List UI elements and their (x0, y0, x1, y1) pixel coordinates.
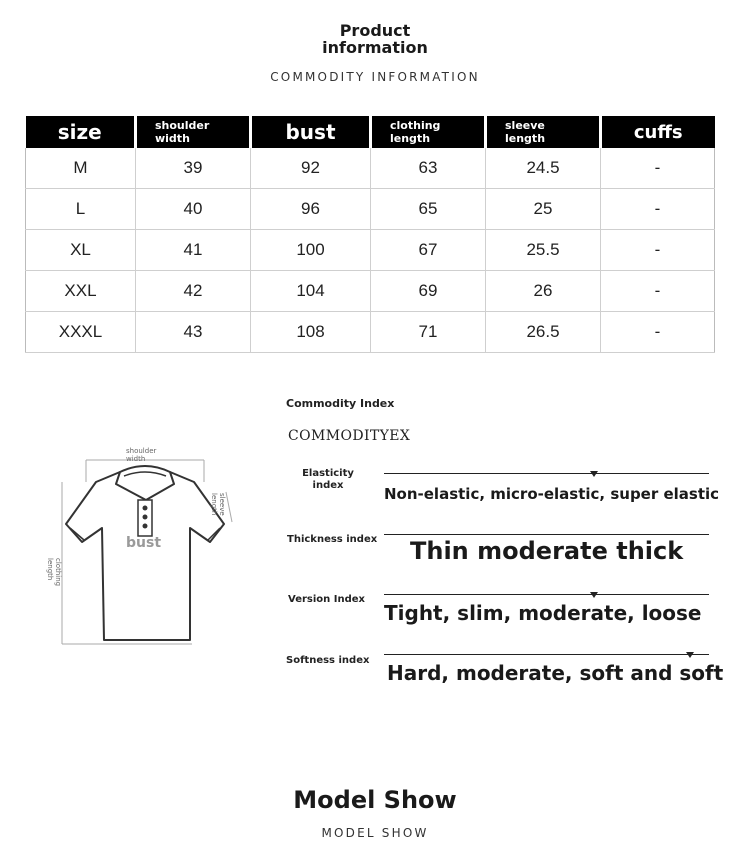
cell-shoulder: 39 (136, 148, 251, 189)
softness-scale-line (384, 654, 709, 655)
header-clothing-line2: length (390, 132, 431, 145)
clothing-label-line1: clothing (54, 558, 62, 587)
cell-cuffs: - (601, 148, 715, 189)
table-row (26, 189, 715, 230)
cell-sleeve: 25.5 (486, 230, 601, 271)
product-information-title (0, 22, 750, 56)
cell-bust: 96 (251, 189, 371, 230)
elasticity-index-label (296, 468, 360, 492)
softness-index-label: Softness index (286, 655, 370, 666)
version-marker-icon (590, 592, 598, 598)
sleeve-length-label (210, 493, 226, 516)
cell-cuffs: - (601, 271, 715, 312)
cell-size: M (26, 148, 136, 189)
title-line-1: Product (339, 21, 411, 40)
elasticity-scale-line (384, 473, 709, 474)
cell-shoulder: 43 (136, 312, 251, 353)
cell-sleeve: 26 (486, 271, 601, 312)
softness-value: Hard, moderate, soft and soft (387, 661, 724, 685)
header-sleeve-line2: length (505, 132, 546, 145)
header-size: size (26, 116, 136, 148)
header-shoulder-width (136, 116, 251, 148)
cell-shoulder: 42 (136, 271, 251, 312)
commodity-index-subtitle: COMMODITYEX (288, 428, 411, 444)
commodity-information-subtitle: COMMODITY INFORMATION (270, 70, 480, 84)
cell-sleeve: 24.5 (486, 148, 601, 189)
elasticity-value: Non-elastic, micro-elastic, super elastic (384, 485, 720, 503)
cell-size: XXL (26, 271, 136, 312)
thickness-value: Thin moderate thick (410, 537, 684, 565)
cell-shoulder: 41 (136, 230, 251, 271)
cell-clothing: 69 (371, 271, 486, 312)
table-row (26, 271, 715, 312)
commodity-index-title: Commodity Index (286, 397, 395, 410)
cell-bust: 108 (251, 312, 371, 353)
clothing-length-label (46, 558, 62, 586)
table-row (26, 312, 715, 353)
version-scale-line (384, 594, 709, 595)
shoulder-label-line1: shoulder (126, 447, 157, 455)
cell-size: XXXL (26, 312, 136, 353)
header-sleeve-length (486, 116, 601, 148)
header-shoulder-line1: shoulder (155, 119, 210, 132)
shoulder-width-label (126, 447, 156, 463)
cell-size: XL (26, 230, 136, 271)
cell-clothing: 63 (371, 148, 486, 189)
size-table-header-row (26, 116, 715, 148)
cell-clothing: 71 (371, 312, 486, 353)
header-clothing-line1: clothing (390, 119, 441, 132)
model-show-title: Model Show (293, 786, 457, 814)
cell-clothing: 67 (371, 230, 486, 271)
version-index-label: Version Index (288, 594, 365, 605)
cell-bust: 92 (251, 148, 371, 189)
thickness-index-label: Thickness index (287, 534, 378, 545)
table-row (26, 148, 715, 189)
cell-bust: 100 (251, 230, 371, 271)
shoulder-label-line2: width (126, 455, 146, 463)
cell-bust: 104 (251, 271, 371, 312)
header-sleeve-line1: sleeve (505, 119, 545, 132)
elasticity-label-line1: Elasticity (302, 468, 354, 479)
header-cuffs: cuffs (601, 116, 715, 148)
clothing-label-line2: length (46, 558, 54, 581)
table-row (26, 230, 715, 271)
bust-label: bust (126, 535, 162, 551)
version-value: Tight, slim, moderate, loose (384, 601, 702, 625)
title-line-2: information (322, 38, 428, 57)
elasticity-marker-icon (590, 471, 598, 477)
elasticity-label-line2: index (312, 480, 344, 491)
cell-cuffs: - (601, 230, 715, 271)
sleeve-label-line1: sleeve (218, 493, 226, 516)
cell-size: L (26, 189, 136, 230)
model-show-subtitle: MODEL SHOW (321, 826, 429, 840)
cell-cuffs: - (601, 189, 715, 230)
softness-marker-icon (686, 652, 694, 658)
header-bust: bust (251, 116, 371, 148)
header-clothing-length (371, 116, 486, 148)
cell-clothing: 65 (371, 189, 486, 230)
header-shoulder-line2: width (155, 132, 190, 145)
cell-cuffs: - (601, 312, 715, 353)
size-table (25, 116, 715, 353)
cell-sleeve: 25 (486, 189, 601, 230)
cell-shoulder: 40 (136, 189, 251, 230)
cell-sleeve: 26.5 (486, 312, 601, 353)
sleeve-label-line2: length (210, 493, 218, 516)
thickness-scale-line (384, 534, 709, 535)
